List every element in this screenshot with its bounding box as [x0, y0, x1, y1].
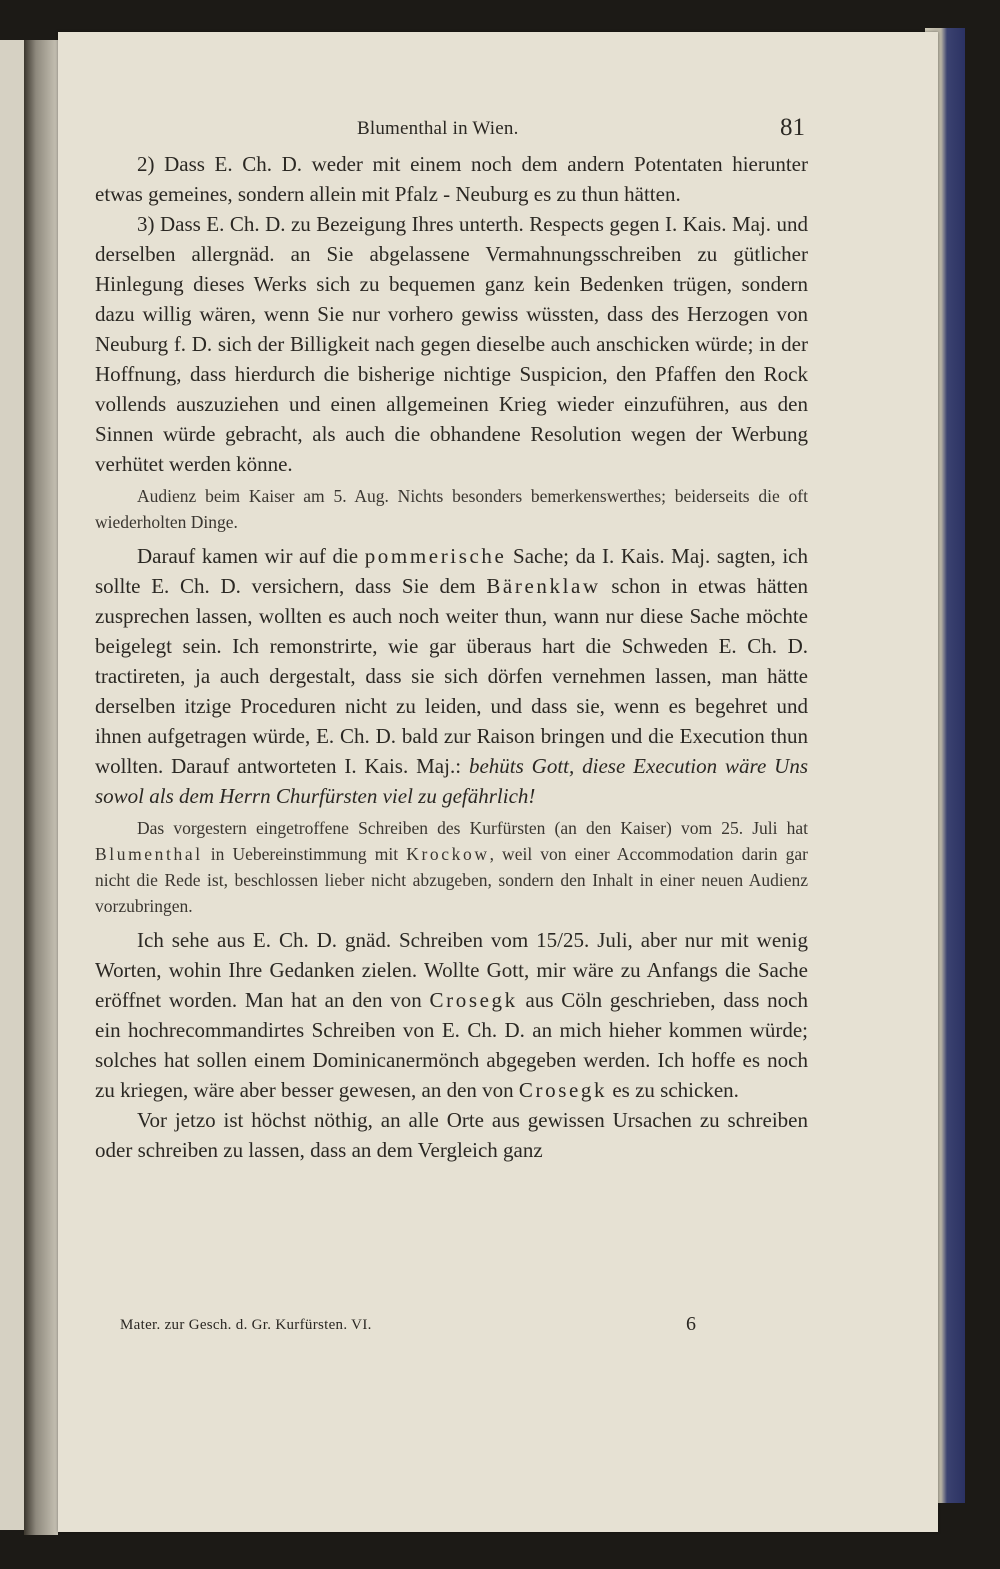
page-number: 81	[780, 114, 805, 141]
running-title: Blumenthal in Wien.	[357, 118, 519, 139]
book-page	[58, 32, 938, 1532]
summary-letter	[95, 815, 808, 919]
spaced-term-pommerische: pommerische	[364, 544, 507, 568]
book-gutter	[24, 40, 58, 1535]
spaced-name-blumenthal: Blumenthal	[95, 844, 203, 864]
text-run: Das vorgestern eingetroffene Schreiben des Kurfürsten (an den Kaiser) vom 25. Juli hat	[137, 818, 808, 838]
series-title: Mater. zur Gesch. d. Gr. Kurfürsten. VI.	[120, 1317, 372, 1333]
spaced-name-crosegk: Crosegk	[518, 1078, 608, 1102]
text-run: es zu schicken.	[607, 1078, 739, 1102]
paragraph-point-3: 3) Dass E. Ch. D. zu Bezeigung Ihres unterth. Respects gegen I. Kais. Maj. und derselben allergnäd. an Sie abgelassene Vermahnungsschreiben zu gütlicher Hinlegung dieses Werks sich zu bequemen ganz kein Bedenken trügen, sondern dazu willig wären, wenn Sie nur vorhero gewiss wüssten, dass des Herzogen von Neuburg f. D. sich der Billigkeit nach gegen dieselbe auch anschicken würde; in der Hoffnung, dass hierdurch die bisherige nichtige Suspicion, den Pfaffen den Rock vollends auszuziehen und einen allgemeinen Krieg wieder einzuführen, aus den Sinnen würde gebracht, als auch die obhandene Resolution wegen der Werbung verhütet werden könne.	[95, 212, 808, 476]
running-head	[95, 114, 808, 149]
text-run: , weil von einer Accommodation darin gar nicht die Rede ist, beschlossen lieber nicht abzugeben, sondern den Inhalt in einer neuen Audienz vorzubringen.	[95, 844, 808, 916]
spaced-name-baerenklaw: Bärenklaw	[486, 574, 601, 598]
italic-quote-emperor: behüts Gott, diese Execution wäre Uns sowol als dem Herrn Churfürsten viel zu gefährlich!	[95, 754, 808, 808]
paragraph-schreiben	[95, 925, 808, 1105]
spaced-name-krockow: Krockow	[406, 844, 490, 864]
page-content	[95, 114, 809, 1167]
text-run: Ich sehe aus E. Ch. D. gnäd. Schreiben vom 15/25. Juli, aber nur mit wenig Worten, wohin Ihre Gedanken zielen. Wollte Gott, mir wäre zu Anfangs die Sache eröffnet worden. Man hat an den von	[95, 928, 808, 1012]
text-run: schon in etwas hätten zusprechen lassen, wollten es auch noch weiter thun, wann nur diese Sache möchte beigelegt sein. Ich remonstrirte, wie gar überaus hart die Schweden E. Ch. D. tractireten, ja auch dergestalt, dass sie sich dörfen vernehmen lassen, man hätte derselben itzige Proceduren nicht zu leiden, und dass sie, wenn es begehret und ihnen aufgetragen würde, E. Ch. D. bald zur Raison bringen und die Execution thun wollten. Darauf antworteten I. Kais. Maj.:	[95, 574, 809, 778]
spaced-name-crosegk: Crosegk	[429, 988, 518, 1012]
paragraph-point-2: 2) Dass E. Ch. D. weder mit einem noch dem andern Potentaten hierunter etwas gemeines, sondern allein mit Pfalz - Neuburg es zu thun hätten.	[95, 152, 808, 206]
text-run: Darauf kamen wir auf die	[137, 544, 365, 568]
summary-audience: Audienz beim Kaiser am 5. Aug. Nichts besonders bemerkenswerthes; beiderseits die oft wiederholten Dinge.	[95, 486, 808, 532]
text-run: aus Cöln geschrieben, dass noch ein hochrecommandirtes Schreiben von E. Ch. D. an mich hieher kommen würde; solches hat sollen einem Dominicanermönch abgegeben werden. Ich hoffe es noch zu kriegen, wäre aber besser gewesen, an den von	[95, 988, 808, 1102]
text-run: in Uebereinstimmung mit	[202, 844, 407, 864]
text-run: Sache; da I. Kais. Maj. sagten, ich sollte E. Ch. D. versichern, dass Sie dem	[95, 544, 808, 598]
paragraph-vor-jetzo: Vor jetzo ist höchst nöthig, an alle Orte aus gewissen Ursachen zu schreiben oder schreiben zu lassen, dass an dem Vergleich ganz	[95, 1108, 808, 1162]
paragraph-pommerische-sache	[95, 541, 808, 811]
signature-mark: 6	[686, 1313, 696, 1335]
